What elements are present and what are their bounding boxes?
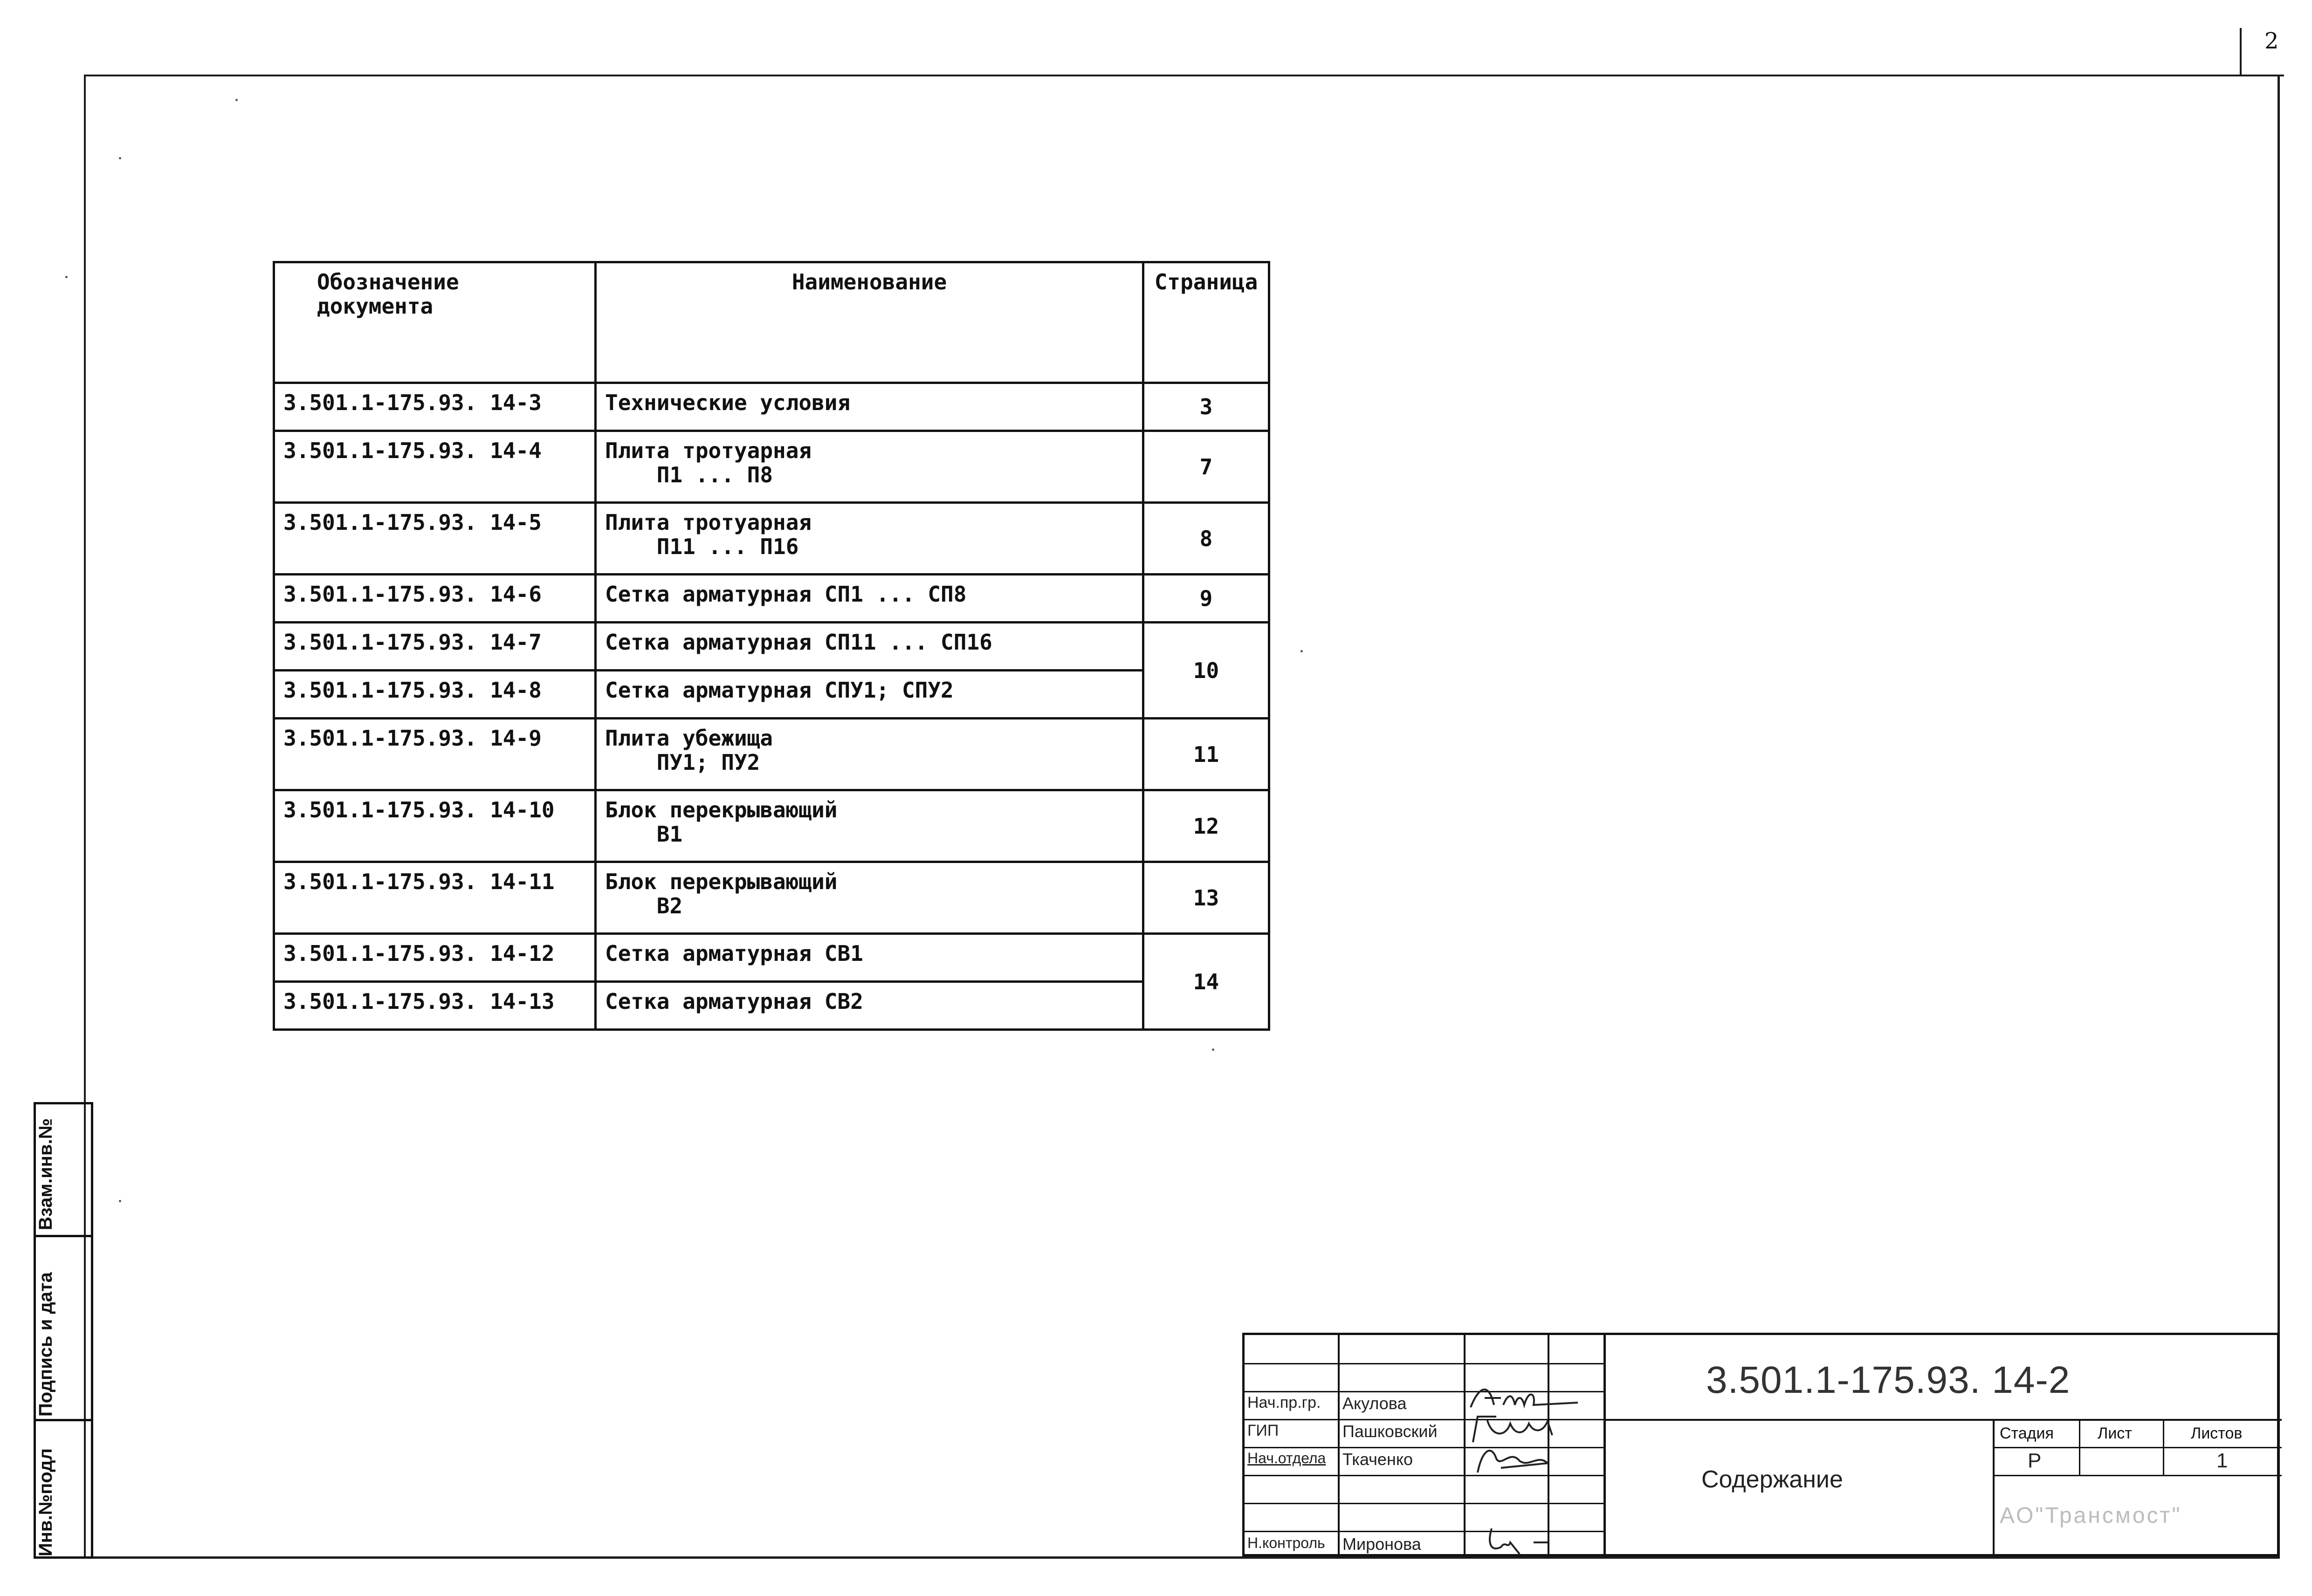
table-header-row	[274, 262, 1269, 383]
table-row	[274, 383, 1269, 431]
title-block	[1242, 1333, 2279, 1556]
row-designation: 3.501.1-175.93. 14-10	[274, 790, 596, 862]
table-row	[274, 671, 1269, 719]
header-name: Наименование	[596, 262, 1143, 383]
header-designation: Обозначение документа	[274, 262, 596, 383]
tb-vline	[2079, 1419, 2080, 1475]
row-designation: 3.501.1-175.93. 14-9	[274, 719, 596, 790]
row-name: Плита тротуарная П11 ... П16	[596, 503, 1143, 575]
page-number-divider	[2240, 28, 2242, 75]
table-row	[274, 623, 1269, 671]
signature-tkachenko	[1464, 1440, 1571, 1477]
tb-hline	[1993, 1447, 2282, 1448]
page-number: 2	[2264, 28, 2279, 54]
scan-speck	[1300, 650, 1303, 652]
row-name: Сетка арматурная СП11 ... СП16	[596, 623, 1143, 671]
row-designation: 3.501.1-175.93. 14-3	[274, 383, 596, 431]
row-name: Блок перекрывающий В1	[596, 790, 1143, 862]
row-page: 9	[1143, 575, 1269, 623]
row-name: Сетка арматурная СВ2	[596, 982, 1143, 1030]
row-designation: 3.501.1-175.93. 14-13	[274, 982, 596, 1030]
row-page: 11	[1143, 719, 1269, 790]
table-row	[274, 719, 1269, 790]
tb-vline	[1338, 1335, 1340, 1556]
row-designation: 3.501.1-175.93. 14-6	[274, 575, 596, 623]
scan-speck	[235, 99, 238, 101]
frame-top-line	[84, 75, 2284, 76]
header-sheet: Лист	[2098, 1425, 2132, 1442]
document-code: 3.501.1-175.93. 14-2	[1706, 1359, 2071, 1401]
role-label: Нач.пр.гр.	[1247, 1394, 1321, 1411]
header-page: Страница	[1143, 262, 1269, 383]
contents-table	[273, 261, 1270, 1031]
organization-name: АО"Трансмост"	[2000, 1503, 2182, 1528]
scan-speck	[1212, 1048, 1214, 1051]
value-stage: Р	[2028, 1449, 2042, 1472]
row-page: 10	[1143, 623, 1269, 719]
role-label: Н.контроль	[1247, 1534, 1325, 1551]
table-row	[274, 862, 1269, 934]
table-row	[274, 575, 1269, 623]
side-label-signature: Подпись и дата	[35, 1272, 56, 1417]
row-name: Плита тротуарная П1 ... П8	[596, 431, 1143, 503]
role-name: Пашковский	[1342, 1422, 1438, 1441]
tb-vline	[1993, 1419, 1995, 1556]
role-name: Ткаченко	[1342, 1450, 1413, 1469]
scan-speck	[65, 276, 68, 278]
row-page: 13	[1143, 862, 1269, 934]
tb-hline	[1245, 1503, 1603, 1504]
row-page: 3	[1143, 383, 1269, 431]
scan-speck	[119, 1200, 121, 1202]
row-designation: 3.501.1-175.93. 14-8	[274, 671, 596, 719]
row-name: Сетка арматурная СП1 ... СП8	[596, 575, 1143, 623]
row-designation: 3.501.1-175.93. 14-12	[274, 934, 596, 982]
header-stage: Стадия	[2000, 1425, 2054, 1442]
tb-hline	[1993, 1475, 2282, 1476]
role-name: Миронова	[1342, 1534, 1421, 1554]
side-label-replacement: Взам.инв.№	[35, 1118, 56, 1230]
role-name: Акулова	[1342, 1394, 1407, 1413]
row-designation: 3.501.1-175.93. 14-5	[274, 503, 596, 575]
frame-bottom-line	[84, 1556, 2280, 1559]
sheet-title: Содержание	[1701, 1466, 1843, 1493]
row-page: 7	[1143, 431, 1269, 503]
tb-hline	[1245, 1363, 1603, 1364]
side-label-original: Инв.№подл	[35, 1448, 56, 1556]
value-sheets: 1	[2216, 1449, 2228, 1472]
tb-vline	[2163, 1419, 2164, 1475]
role-label: ГИП	[1247, 1422, 1279, 1439]
header-sheets: Листов	[2191, 1425, 2243, 1442]
table-row	[274, 934, 1269, 982]
table-row	[274, 503, 1269, 575]
table-row	[274, 790, 1269, 862]
row-name: Сетка арматурная СПУ1; СПУ2	[596, 671, 1143, 719]
row-name: Технические условия	[596, 383, 1143, 431]
row-designation: 3.501.1-175.93. 14-4	[274, 431, 596, 503]
row-name: Плита убежища ПУ1; ПУ2	[596, 719, 1143, 790]
row-page: 8	[1143, 503, 1269, 575]
row-designation: 3.501.1-175.93. 14-11	[274, 862, 596, 934]
table-row	[274, 431, 1269, 503]
row-name: Сетка арматурная СВ1	[596, 934, 1143, 982]
role-label: Нач.отдела	[1247, 1450, 1326, 1466]
scan-speck	[119, 157, 121, 159]
row-page: 12	[1143, 790, 1269, 862]
tb-vline	[1603, 1335, 1606, 1556]
row-page: 14	[1143, 934, 1269, 1030]
tb-hline	[1603, 1419, 2282, 1421]
signature-mironova	[1478, 1521, 1562, 1556]
row-designation: 3.501.1-175.93. 14-7	[274, 623, 596, 671]
row-name: Блок перекрывающий В2	[596, 862, 1143, 934]
table-row	[274, 982, 1269, 1030]
